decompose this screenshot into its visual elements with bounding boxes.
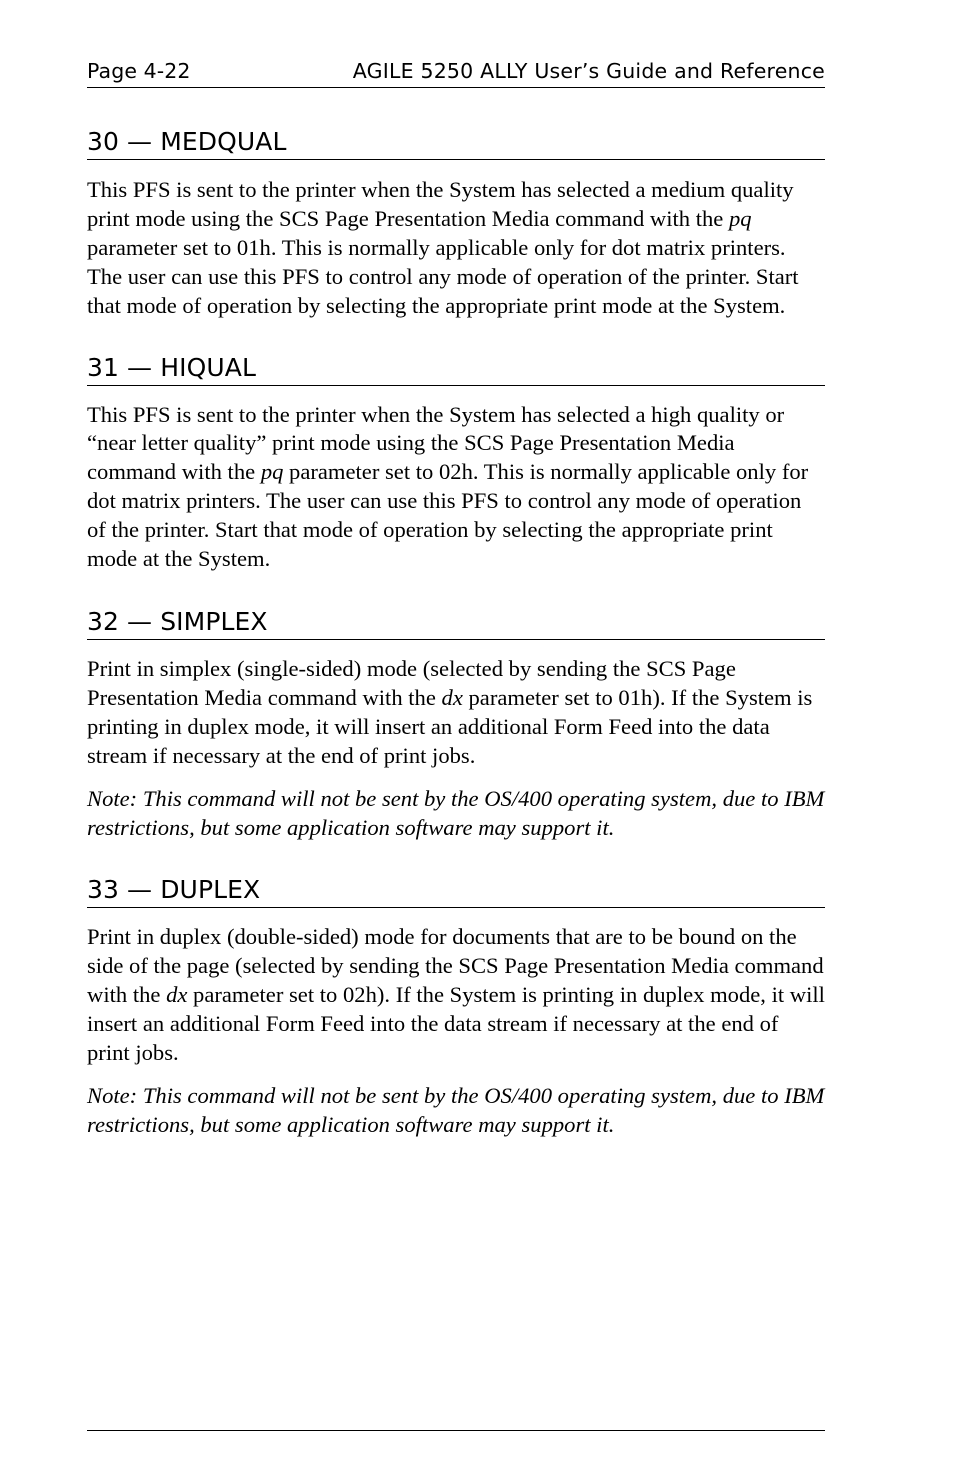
section-duplex — [87, 873, 825, 1139]
section-heading: 30 — MEDQUAL — [87, 125, 825, 160]
section-simplex — [87, 605, 825, 842]
section-heading: 31 — HIQUAL — [87, 351, 825, 386]
section-heading: 32 — SIMPLEX — [87, 605, 825, 640]
document-title: AGILE 5250 ALLY User’s Guide and Reference — [352, 59, 825, 83]
section-body: This PFS is sent to the printer when the System has selected a medium quality print mode using the SCS Page Presentation Media command with the pq parameter set to 01h. This is normally applicable only for dot matrix printers. The user can use this PFS to control any mode of operation of the printer. Start that mode of operation by selecting the appropriate print mode at the System. — [87, 177, 799, 318]
section-heading: 33 — DUPLEX — [87, 873, 825, 908]
section-note: Note: This command will not be sent by the OS/400 operating system, due to IBM restrictions, but some application software may support it. — [87, 1082, 825, 1137]
page-number: Page 4-22 — [87, 59, 191, 83]
section-body: Print in simplex (single-sided) mode (selected by sending the SCS Page Presentation Media command with the dx parameter set to 01h). If the System is printing in duplex mode, it will insert an additional Form Feed into the data stream if necessary at the end of print jobs. — [87, 655, 813, 768]
section-medqual — [87, 125, 825, 321]
section-hiqual — [87, 351, 825, 574]
footer-rule — [87, 1430, 825, 1431]
section-note: Note: This command will not be sent by the OS/400 operating system, due to IBM restrictions, but some application software may support it. — [87, 785, 825, 840]
running-header — [87, 56, 825, 88]
section-body: This PFS is sent to the printer when the System has selected a high quality or “near letter quality” print mode using the SCS Page Presentation Media command with the pq parameter set to 02h. This is normally applicable only for dot matrix printers. The user can use this PFS to control any mode of operation of the printer. Start that mode of operation by selecting the appropriate print mode at the System. — [87, 401, 809, 572]
document-page — [87, 56, 825, 1140]
section-body: Print in duplex (double-sided) mode for documents that are to be bound on the side of the page (selected by sending the SCS Page Presentation Media command with the dx parameter set to 02h). If the System is printing in duplex mode, it will insert an additional Form Feed into the data stream if necessary at the end of print jobs. — [87, 924, 825, 1066]
